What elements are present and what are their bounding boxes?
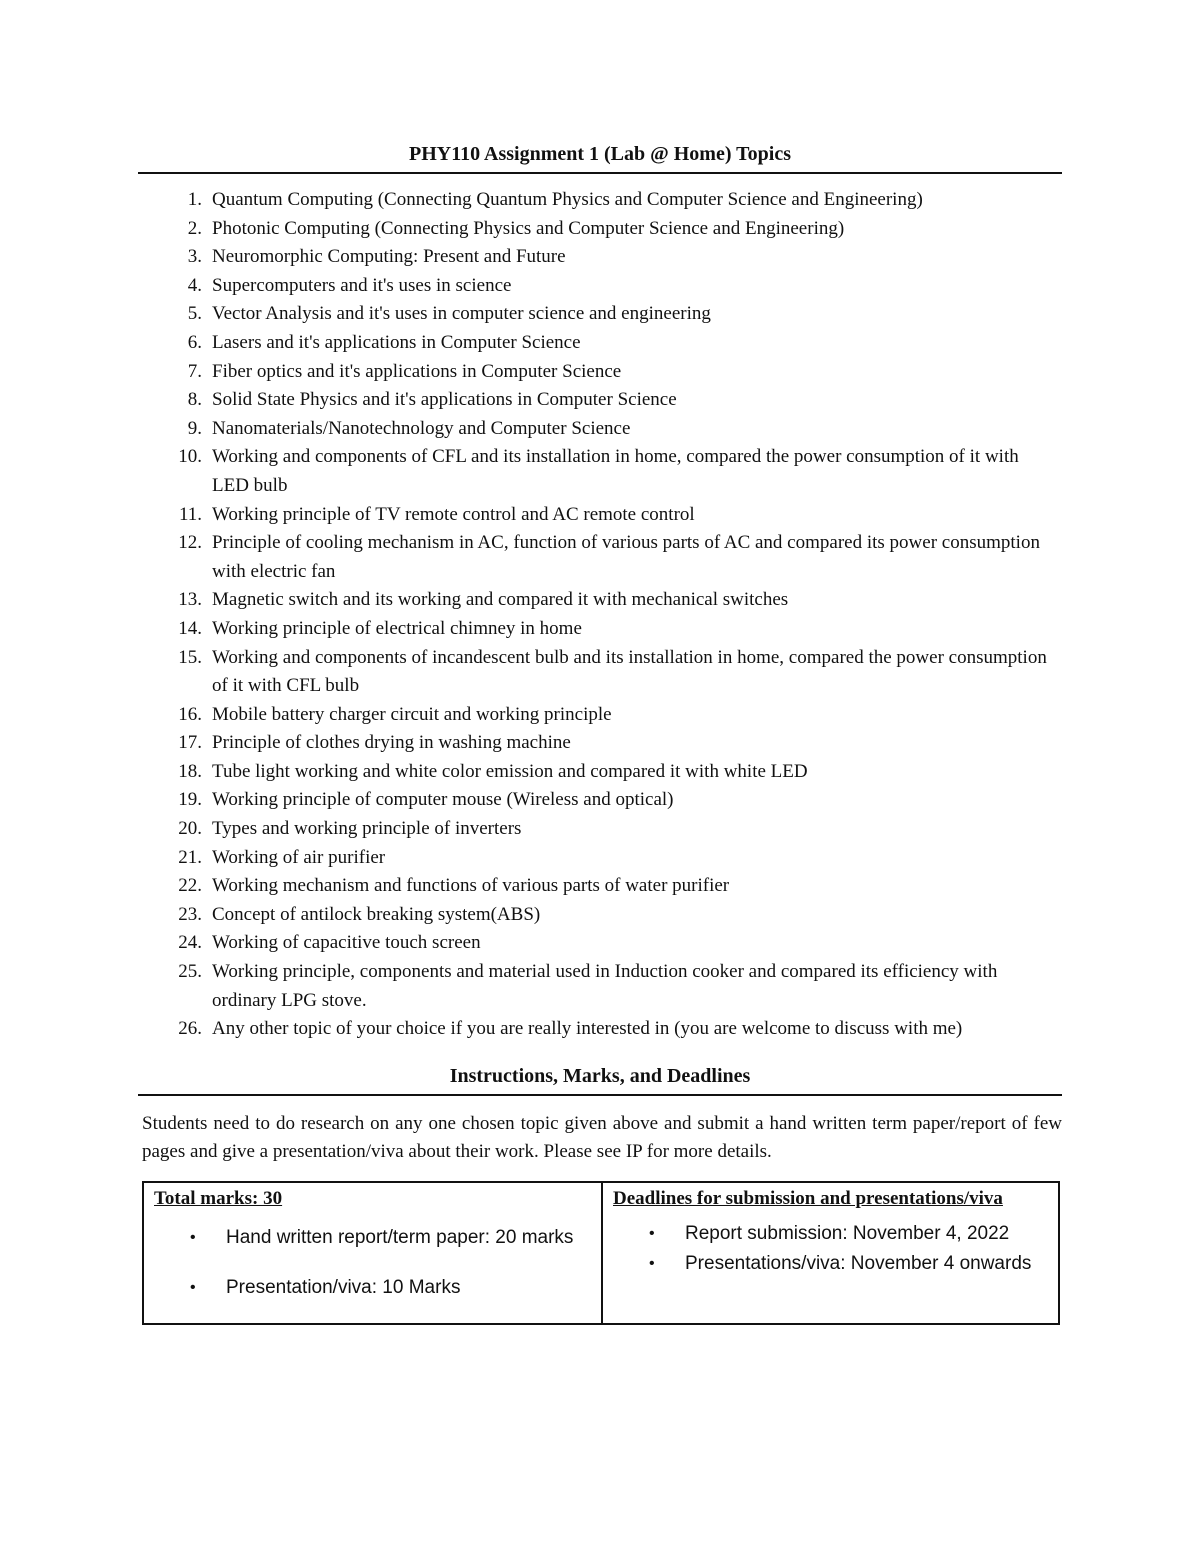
list-item-number: 7. <box>187 360 202 382</box>
bullet-text: Presentation/viva: 10 Marks <box>226 1277 461 1298</box>
document-page <box>138 140 1062 1325</box>
list-item <box>138 758 1062 787</box>
topic-list <box>138 186 1062 1044</box>
bullet-item <box>613 1219 1048 1249</box>
list-item-number: 11. <box>178 503 202 525</box>
list-item-number: 10. <box>178 446 202 468</box>
marks-cell <box>143 1182 602 1324</box>
list-item-text: Working principle of electrical chimney in home <box>212 617 582 639</box>
list-item-text: Neuromorphic Computing: Present and Future <box>212 246 566 268</box>
list-item-number: 16. <box>178 703 202 725</box>
list-item <box>138 844 1062 873</box>
list-item <box>138 701 1062 730</box>
list-item <box>138 186 1062 215</box>
list-item-text: Working and components of incandescent bulb and its installation in home, compared the power consumption of it with CFL bulb <box>212 646 1047 697</box>
list-item <box>138 815 1062 844</box>
list-item-text: Vector Analysis and it's uses in computer science and engineering <box>212 303 711 325</box>
list-item <box>138 215 1062 244</box>
bullet-icon: • <box>190 1279 196 1296</box>
list-item-number: 26. <box>178 1018 202 1040</box>
list-item-number: 24. <box>178 932 202 954</box>
list-item-number: 4. <box>187 274 202 296</box>
list-item-number: 8. <box>187 389 202 411</box>
list-item-number: 14. <box>178 617 202 639</box>
list-item-text: Fiber optics and it's applications in Computer Science <box>212 360 622 382</box>
list-item-text: Working of capacitive touch screen <box>212 932 481 954</box>
list-item-text: Tube light working and white color emission and compared it with white LED <box>212 760 808 782</box>
list-item <box>138 786 1062 815</box>
list-item <box>138 644 1062 701</box>
list-item-text: Nanomaterials/Nanotechnology and Computer Science <box>212 417 631 439</box>
list-item-text: Lasers and it's applications in Computer Science <box>212 331 581 353</box>
list-item <box>138 358 1062 387</box>
list-item-text: Principle of clothes drying in washing machine <box>212 732 571 754</box>
deadlines-list <box>613 1219 1048 1279</box>
list-item <box>138 586 1062 615</box>
list-item-text: Mobile battery charger circuit and working principle <box>212 703 612 725</box>
deadlines-title: Deadlines for submission and presentations/viva <box>613 1188 1003 1209</box>
list-item <box>138 958 1062 1015</box>
list-item-number: 25. <box>178 961 202 983</box>
list-item-number: 6. <box>187 331 202 353</box>
total-marks-title: Total marks: 30 <box>154 1188 283 1209</box>
list-item-number: 17. <box>178 732 202 754</box>
list-item <box>138 329 1062 358</box>
list-item-number: 22. <box>178 875 202 897</box>
list-item-number: 5. <box>187 303 202 325</box>
marks-list <box>154 1223 591 1303</box>
list-item-text: Supercomputers and it's uses in science <box>212 274 512 296</box>
list-item-text: Working principle, components and material used in Induction cooker and compared its efficiency with ordinary LPG stove. <box>212 961 998 1011</box>
list-item <box>138 501 1062 530</box>
instructions-heading: Instructions, Marks, and Deadlines <box>138 1062 1062 1096</box>
list-item <box>138 529 1062 586</box>
list-item <box>138 386 1062 415</box>
bullet-text: Report submission: November 4, 2022 <box>685 1223 1010 1244</box>
list-item-text: Solid State Physics and it's applications in Computer Science <box>212 389 677 411</box>
list-item-number: 13. <box>178 589 202 611</box>
page-title: PHY110 Assignment 1 (Lab @ Home) Topics <box>138 140 1062 174</box>
list-item-text: Concept of antilock breaking system(ABS) <box>212 903 541 925</box>
instructions-paragraph: Students need to do research on any one chosen topic given above and submit a hand written term paper/report of few pages and give a presentation/viva about their work. Please see IP for more details. <box>142 1112 1062 1163</box>
list-item-number: 19. <box>178 789 202 811</box>
list-item-text: Magnetic switch and its working and compared it with mechanical switches <box>212 589 789 611</box>
list-item <box>138 443 1062 500</box>
deadlines-cell <box>602 1182 1059 1324</box>
bullet-icon: • <box>190 1229 196 1246</box>
list-item-number: 2. <box>187 217 202 239</box>
list-item-text: Any other topic of your choice if you are really interested in (you are welcome to discuss with me) <box>212 1018 963 1040</box>
list-item-number: 9. <box>187 417 202 439</box>
list-item-number: 18. <box>178 760 202 782</box>
list-item-text: Quantum Computing (Connecting Quantum Physics and Computer Science and Engineering) <box>212 189 923 210</box>
list-item-number: 12. <box>178 532 202 554</box>
list-item <box>138 243 1062 272</box>
list-item <box>138 272 1062 301</box>
list-item <box>138 872 1062 901</box>
bullet-text: Presentations/viva: November 4 onwards <box>685 1253 1032 1274</box>
list-item-text: Working and components of CFL and its installation in home, compared the power consumption of it with LED bulb <box>212 446 1019 496</box>
list-item-number: 3. <box>187 246 202 268</box>
bullet-item <box>154 1273 591 1303</box>
list-item <box>138 1015 1062 1044</box>
list-item-text: Photonic Computing (Connecting Physics and Computer Science and Engineering) <box>212 217 845 239</box>
list-item-text: Working principle of computer mouse (Wireless and optical) <box>212 789 674 811</box>
list-item-text: Working of air purifier <box>212 846 386 868</box>
bullet-item <box>613 1249 1048 1279</box>
list-item-text: Working mechanism and functions of various parts of water purifier <box>212 875 730 897</box>
bullet-icon: • <box>649 1225 655 1242</box>
list-item-number: 23. <box>178 903 202 925</box>
list-item <box>138 615 1062 644</box>
list-item <box>138 300 1062 329</box>
list-item <box>138 729 1062 758</box>
list-item-text: Principle of cooling mechanism in AC, function of various parts of AC and compared its power consumption with electric fan <box>212 532 1040 582</box>
bullet-item <box>154 1223 591 1253</box>
list-item-text: Working principle of TV remote control and AC remote control <box>212 503 695 525</box>
list-item-text: Types and working principle of inverters <box>212 818 522 840</box>
list-item <box>138 901 1062 930</box>
marks-deadlines-table <box>142 1181 1060 1325</box>
list-item <box>138 415 1062 444</box>
bullet-icon: • <box>649 1255 655 1272</box>
list-item-number: 1. <box>187 189 202 210</box>
bullet-text: Hand written report/term paper: 20 marks <box>226 1227 574 1248</box>
list-item-number: 21. <box>178 846 202 868</box>
list-item <box>138 929 1062 958</box>
list-item-number: 15. <box>178 646 202 668</box>
list-item-number: 20. <box>178 818 202 840</box>
